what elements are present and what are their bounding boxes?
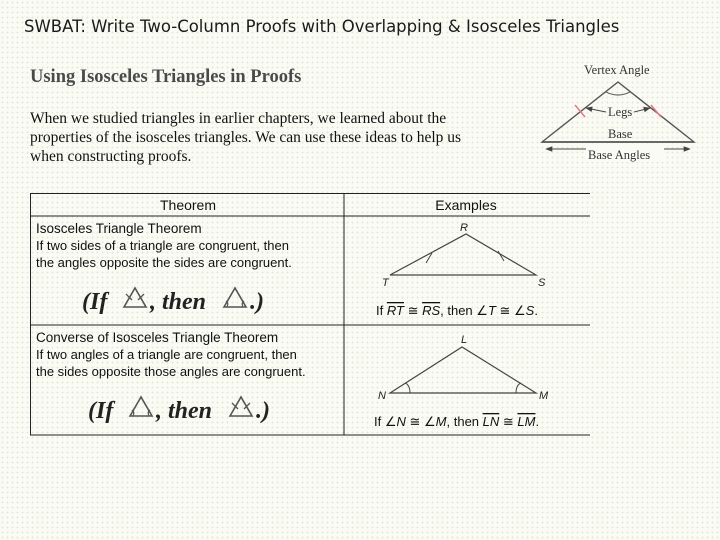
leg-tick-right xyxy=(651,105,661,117)
rule-middle: , then xyxy=(156,398,213,424)
base-angles-label: Base Angles xyxy=(588,148,651,162)
vertex-label: N xyxy=(378,390,386,402)
intro-line: When we studied triangles in earlier chapters, we learned about the xyxy=(30,110,447,127)
if-then-rule xyxy=(82,288,264,315)
if-then-rule xyxy=(88,397,270,424)
header-theorem: Theorem xyxy=(159,197,217,213)
angles-triangle-icon xyxy=(224,288,246,307)
vertex-label: R xyxy=(460,222,468,234)
section-heading: Using Isosceles Triangles in Proofs xyxy=(30,67,302,87)
legs-arrow-left xyxy=(586,108,606,112)
theorem-table xyxy=(30,193,594,439)
example-caption: If RT ≅ RS, then ∠T ≅ ∠S. xyxy=(376,303,538,318)
vertex-angle-arc xyxy=(606,92,630,95)
vertex-label: M xyxy=(539,390,549,402)
intro-line: properties of the isosceles triangles. We can use these ideas to help us xyxy=(30,129,462,146)
example-triangle-rts xyxy=(382,222,546,289)
rule-open: (If xyxy=(88,398,114,424)
base-label: Base xyxy=(608,127,633,141)
intro-line: when constructing proofs. xyxy=(30,148,192,165)
theorem-statement-line: the sides opposite those angles are congruent. xyxy=(36,364,306,379)
theorem-statement-line: If two sides of a triangle are congruent, then xyxy=(36,238,289,253)
rule-middle: , then xyxy=(150,289,207,315)
rule-open: (If xyxy=(82,289,108,315)
example-triangle-lnm xyxy=(378,334,549,402)
theorem-name: Converse of Isosceles Triangle Theorem xyxy=(36,330,279,345)
rule-close: .) xyxy=(250,289,264,315)
theorem-name: Isosceles Triangle Theorem xyxy=(36,221,202,236)
rule-close: .) xyxy=(256,398,270,424)
header-examples: Examples xyxy=(435,197,497,213)
sides-triangle-icon xyxy=(230,397,252,416)
example-caption: If ∠N ≅ ∠M, then LN ≅ LM. xyxy=(374,414,540,429)
slide-title: SWBAT: Write Two-Column Proofs with Overlapping & Isosceles Triangles xyxy=(24,17,620,36)
vertex-label: L xyxy=(461,334,468,346)
intro-paragraph xyxy=(30,109,510,166)
isosceles-parts-diagram xyxy=(536,56,702,166)
sides-triangle-icon xyxy=(124,288,146,307)
theorem-statement-line: If two angles of a triangle are congruent, then xyxy=(36,347,297,362)
angles-triangle-icon xyxy=(130,397,152,416)
legs-label: Legs xyxy=(608,105,633,119)
legs-arrow-right xyxy=(634,108,650,112)
theorem-statement-line: the angles opposite the sides are congruent. xyxy=(36,255,292,270)
vertex-label: S xyxy=(538,277,546,289)
vertex-angle-label: Vertex Angle xyxy=(584,63,650,77)
vertex-label: T xyxy=(382,277,389,289)
